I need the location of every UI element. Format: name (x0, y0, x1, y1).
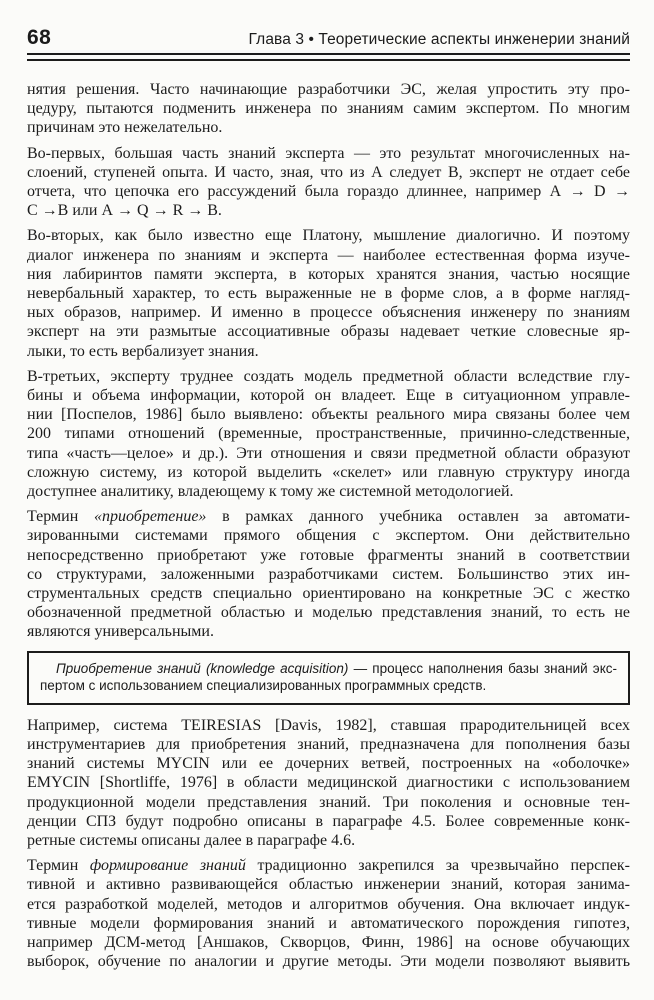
text-line: сложную систему, из которой выделить «скелет» или главную структуру иногда (27, 463, 630, 481)
text-line: эксперт на эти размытые ассоциативные образы надевает четкие словесные яр- (27, 323, 630, 341)
text-line: EMYCIN [Shortliffe, 1976] в области медицинской диагностики с использованием (27, 774, 630, 792)
text-line: выборок, обучение по аналогии и другие методы. Эти модели позволяют выявить (27, 953, 630, 971)
text-line: лыки, то есть вербализует знания. (27, 342, 259, 360)
text-line: ных образов, например. И именно в процессе объяснения инженеру по знаниям (27, 304, 630, 322)
text-line: нии [Поспелов, 1986] было выявлено: объекты реального мира связаны более чем (27, 406, 630, 424)
text-line: являются универсальными. (27, 623, 214, 641)
text-line: тивные модели формирования знаний и автоматического порождения гипотез, (27, 914, 630, 932)
text-line (27, 507, 630, 526)
definition-box (27, 651, 630, 705)
text-line: отчета, что цепочка его рассуждений была гораздо длиннее, например А → D → (27, 183, 630, 201)
text-line: ния лабиринтов памяти эксперта, в которых хранятся знания, частью носящие (27, 265, 630, 283)
text-line: со структурами, заложенными разработчиками систем. Большинство этих ин- (27, 565, 630, 583)
paragraph-5 (27, 507, 630, 641)
text-line (27, 856, 630, 875)
text-line: доступнее аналитику, владеющему к тому же системной методологией. (27, 483, 514, 501)
text-line: Во-вторых, как было известно еще Платону, мышление диалогично. И поэтому (27, 227, 630, 245)
paragraph-4 (27, 367, 630, 501)
text-line: 200 типами отношений (временные, пространственные, причинно-следственные, (27, 425, 630, 443)
text-line: нятия решения. Часто начинающие разработчики ЭС, желая упростить эту про- (27, 81, 630, 98)
text-line: Во-первых, большая часть знаний эксперта — это результат многочисленных на- (27, 144, 630, 162)
paragraph-2 (27, 144, 630, 221)
text-line: например ДСМ-метод [Аншаков, Скворцов, Финн, 1986] на основе обучающих (27, 933, 630, 951)
running-head (27, 26, 630, 50)
paragraph-7 (27, 856, 630, 971)
text-line: причинам это нежелательно. (27, 119, 223, 137)
paragraph-6 (27, 716, 630, 850)
text-line: С →В или А → Q → R → В. (27, 202, 222, 220)
text-line: непосредственно приобретают уже готовые фрагменты знаний в соответствии (27, 546, 630, 564)
text-line: диалог инженера по знаниям и эксперта — наиболее естественная форма изуче- (27, 246, 630, 264)
text-line: невербальный характер, то есть выраженные не в форме слов, а в форме нагляд- (27, 285, 630, 303)
text-segment: Термин (27, 857, 90, 875)
text-line: ется разработкой моделей, методов и алгоритмов обучения. Она включает индук- (27, 895, 630, 913)
text-line: Например, система TEIRESIAS [Davis, 1982], ставшая прародительницей всех (27, 716, 630, 734)
italic-term: формирование знаний (89, 857, 246, 875)
text-line: цедуру, пытаются подменить инженера по знаниям самим экспертом. По многим (27, 100, 630, 118)
paragraph-3 (27, 226, 630, 360)
text-line: бины и объема информации, которой он владеет. Еще в ситуационном управле- (27, 387, 630, 405)
content (27, 80, 630, 971)
text-line: ретные системы описаны далее в параграфе 4.6. (27, 831, 356, 849)
text-line: струментальных средств специально ориентировано на конкретные ЭС с жестко (27, 585, 630, 603)
text-line: знаний системы MYCIN или ее дочерних ветвей, построенных на «оболочке» (27, 755, 630, 773)
text-segment: традиционно закрепился за чрезвычайно перспек- (245, 857, 630, 875)
text-line: типа «часть—целое» и др.). Эти отношения и связи предметной области образуют (27, 444, 630, 462)
header-rule (27, 53, 630, 61)
text-line: тивной и активно развивающейся областью инженерии знаний, которая занима- (27, 876, 630, 894)
italic-term: «приобретение» (94, 508, 207, 526)
text-line: денции СПЗ будут подробно описаны в параграфе 4.5. Более современные конк- (27, 812, 630, 830)
italic-term: Приобретение знаний (knowledge acquisition) (56, 660, 349, 676)
chapter-header: Глава 3 • Теоретические аспекты инженерии знаний (248, 31, 630, 48)
text-line: обозначенной предметной областью и моделью представления знаний, то есть не (27, 604, 630, 622)
text-line: инструментариев для приобретения знаний, предназначена для пополнения базы (27, 735, 630, 753)
text-line: слоений, ступеней опыта. И часто, зная, что из А следует В, эксперт не отдает себе (27, 163, 630, 181)
page-number: 68 (27, 26, 52, 49)
text-line: зированными системами прямого общения с экспертом. Они действительно (27, 527, 630, 545)
text-segment: — процесс наполнения базы знаний экс- (348, 660, 618, 676)
text-segment: в рамках данного учебника оставлен за автомати- (206, 508, 630, 526)
text-line: В-третьих, эксперту труднее создать модель предметной области вследствие глу- (27, 367, 630, 385)
paragraph-1 (27, 80, 630, 138)
text-segment: Термин (27, 508, 94, 526)
text-line: продукционной модели представления знаний. Три поколения и основные тен- (27, 793, 630, 811)
text-line: пертом с использованием специализированных программных средств. (40, 678, 487, 694)
text-line (40, 660, 617, 678)
